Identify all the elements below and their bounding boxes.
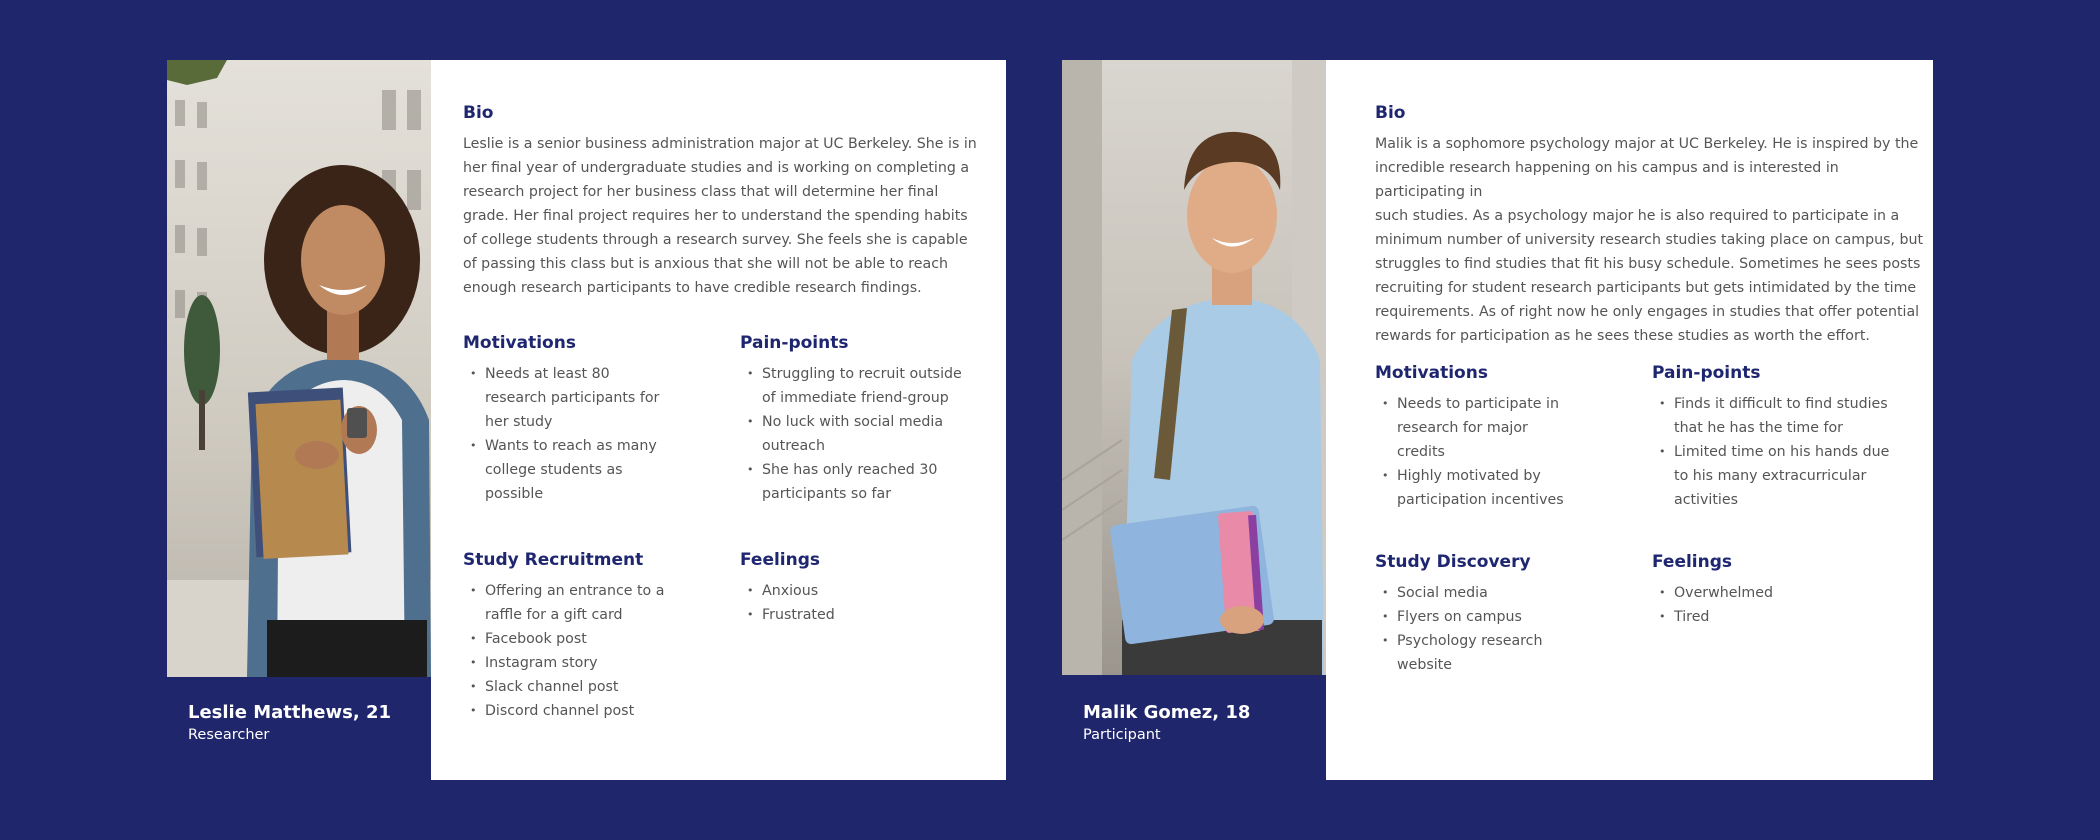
persona-photo-malik: [1062, 60, 1326, 675]
list-item: • Overwhelmed: [1652, 581, 1902, 605]
list-item: • Social media: [1375, 581, 1625, 605]
persona-role: Participant: [1083, 727, 1161, 743]
persona-name: Leslie Matthews, 21: [188, 702, 391, 723]
persona-photo-leslie: [167, 60, 431, 677]
list-item: • Frustrated: [740, 603, 990, 627]
list-item: • Facebook post: [463, 627, 713, 651]
motivations-list: [1375, 392, 1625, 512]
study-recruitment-title: Study Recruitment: [463, 550, 644, 570]
study-discovery-list: [1375, 581, 1625, 677]
list-item: • Psychology research website: [1375, 629, 1625, 677]
list-item: • Slack channel post: [463, 675, 713, 699]
list-item: • She has only reached 30 participants so far: [740, 458, 1000, 506]
feelings-list: [1652, 581, 1902, 629]
persona-card-malik: [1326, 60, 1933, 780]
painpoints-title: Pain-points: [1652, 363, 1761, 383]
list-item: • Discord channel post: [463, 699, 713, 723]
list-item: • Needs to participate in research for major credits: [1375, 392, 1625, 464]
feelings-title: Feelings: [1652, 552, 1733, 572]
list-item: • Tired: [1652, 605, 1902, 629]
list-item: • Struggling to recruit outside of immediate friend-group: [740, 362, 1000, 410]
painpoints-list: [1652, 392, 1922, 512]
bio-text: Leslie is a senior business administration major at UC Berkeley. She is in her final year of undergraduate studies and is working on completing a research project for her business class that will determine her final grade. Her final project requires her to understand the spending habits of college students through a research survey. She feels she is capable of passing this class but is anxious that she will not be able to reach enough research participants to have credible research findings.: [463, 136, 977, 296]
feelings-list: [740, 579, 990, 627]
list-item: • No luck with social media outreach: [740, 410, 1000, 458]
list-item: • Needs at least 80 research participants for her study: [463, 362, 713, 434]
bio-title: Bio: [463, 103, 494, 123]
list-item: • Anxious: [740, 579, 990, 603]
list-item: • Highly motivated by participation incentives: [1375, 464, 1625, 512]
persona-name: Malik Gomez, 18: [1083, 702, 1251, 723]
bio-title: Bio: [1375, 103, 1406, 123]
study-discovery-title: Study Discovery: [1375, 552, 1531, 572]
painpoints-list: [740, 362, 1000, 506]
list-item: • Limited time on his hands due to his many extracurricular activities: [1652, 440, 1922, 512]
motivations-list: [463, 362, 713, 506]
list-item: • Wants to reach as many college students as possible: [463, 434, 713, 506]
feelings-title: Feelings: [740, 550, 821, 570]
list-item: • Flyers on campus: [1375, 605, 1625, 629]
persona-role: Researcher: [188, 727, 270, 743]
study-recruitment-list: [463, 579, 713, 723]
painpoints-title: Pain-points: [740, 333, 849, 353]
bio-text: Malik is a sophomore psychology major at UC Berkeley. He is inspired by the incredible research happening on his campus and is interested in participating in such studies. As a psychology major he is also required to participate in a minimum number of university research studies taking place on campus, but struggles to find studies that fit his busy schedule. Sometimes he sees posts recruiting for student research participants but gets intimidated by the time requirements. As of right now he only engages in studies that offer potential rewards for participation as he sees these studies as worth the effort.: [1375, 136, 1924, 344]
persona-card-leslie: [431, 60, 1006, 780]
list-item: • Finds it difficult to find studies that he has the time for: [1652, 392, 1922, 440]
motivations-title: Motivations: [463, 333, 576, 353]
list-item: • Instagram story: [463, 651, 713, 675]
motivations-title: Motivations: [1375, 363, 1488, 383]
list-item: • Offering an entrance to a raffle for a gift card: [463, 579, 713, 627]
